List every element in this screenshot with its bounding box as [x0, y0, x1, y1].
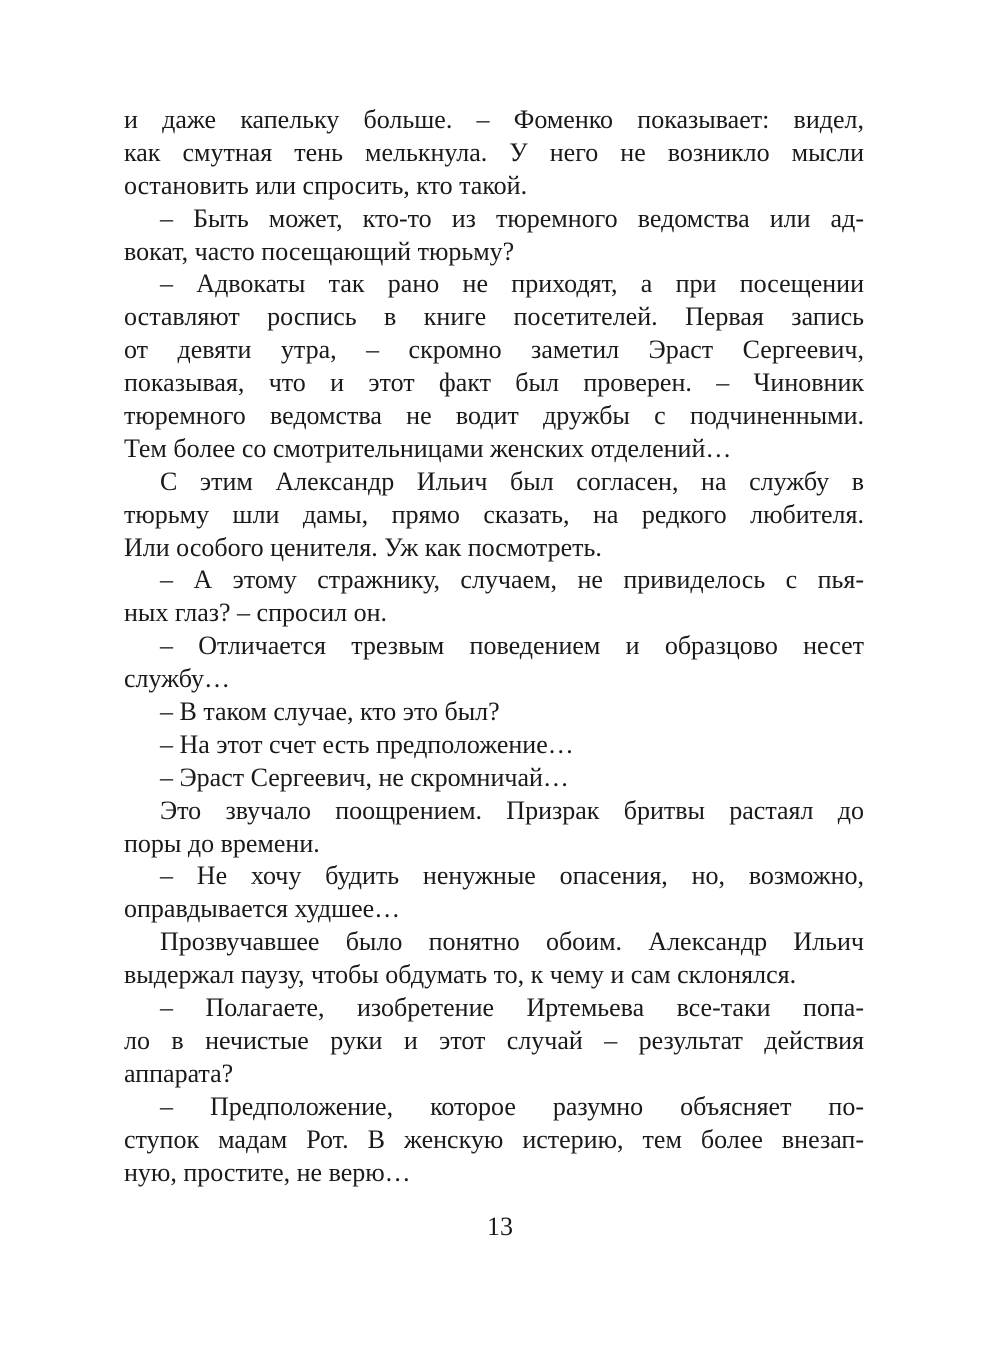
text-line: поры до времени. [124, 828, 320, 858]
text-line: – На этот счет есть предположение… [160, 729, 574, 759]
text-line: ную, простите, не верю… [124, 1157, 411, 1187]
text-line: – А этому стражнику, случаем, не привиделось с пья- [160, 565, 864, 595]
text-line: – В таком случае, кто это был? [160, 697, 500, 727]
text-line: – Быть может, кто-то из тюремного ведомства или ад- [160, 203, 864, 233]
text-line: ных глаз? – спросил он. [124, 598, 387, 628]
text-line: оставляют роспись в книге посетителей. Первая запись [124, 302, 864, 332]
text-line: Или особого ценителя. Уж как посмотреть. [124, 532, 602, 562]
text-line: остановить или спросить, кто такой. [124, 170, 528, 200]
text-line: С этим Александр Ильич был согласен, на службу в [160, 466, 864, 496]
text-line: Прозвучавшее было понятно обоим. Александр Ильич [160, 927, 864, 957]
text-line: от девяти утра, – скромно заметил Эраст Сергеевич, [124, 335, 864, 365]
text-line: и даже капельку больше. – Фоменко показывает: видел, [124, 105, 864, 134]
text-line: показывая, что и этот факт был проверен. – Чиновник [124, 368, 864, 398]
page-number: 13 [487, 1212, 513, 1241]
page-body-text [124, 104, 864, 1189]
text-line: ступок мадам Рот. В женскую истерию, тем более внезап- [124, 1124, 864, 1154]
text-line: как смутная тень мелькнула. У него не возникло мысли [124, 137, 864, 167]
text-line: – Предположение, которое разумно объясняет по- [160, 1091, 864, 1121]
text-line: оправдывается худшее… [124, 894, 401, 924]
text-line: аппарата? [124, 1058, 234, 1088]
text-line: – Эраст Сергеевич, не скромничай… [160, 762, 569, 792]
text-line: вокат, часто посещающий тюрьму? [124, 236, 515, 266]
text-line: тюрьму шли дамы, прямо сказать, на редкого любителя. [124, 499, 864, 529]
text-line: – Отличается трезвым поведением и образцово несет [160, 631, 864, 661]
text-line: ло в нечистые руки и этот случай – результат действия [124, 1025, 864, 1055]
text-line: – Адвокаты так рано не приходят, а при посещении [160, 269, 864, 299]
text-line: – Полагаете, изобретение Иртемьева все-таки попа- [160, 993, 864, 1023]
text-line: выдержал паузу, чтобы обдумать то, к чему и сам склонялся. [124, 960, 797, 990]
text-line: Тем более со смотрительницами женских отделений… [124, 433, 732, 463]
text-line: тюремного ведомства не водит дружбы с подчиненными. [124, 401, 864, 431]
text-line: – Не хочу будить ненужные опасения, но, возможно, [160, 861, 864, 891]
text-line: службу… [124, 664, 231, 694]
text-line: Это звучало поощрением. Призрак бритвы растаял до [160, 795, 864, 825]
